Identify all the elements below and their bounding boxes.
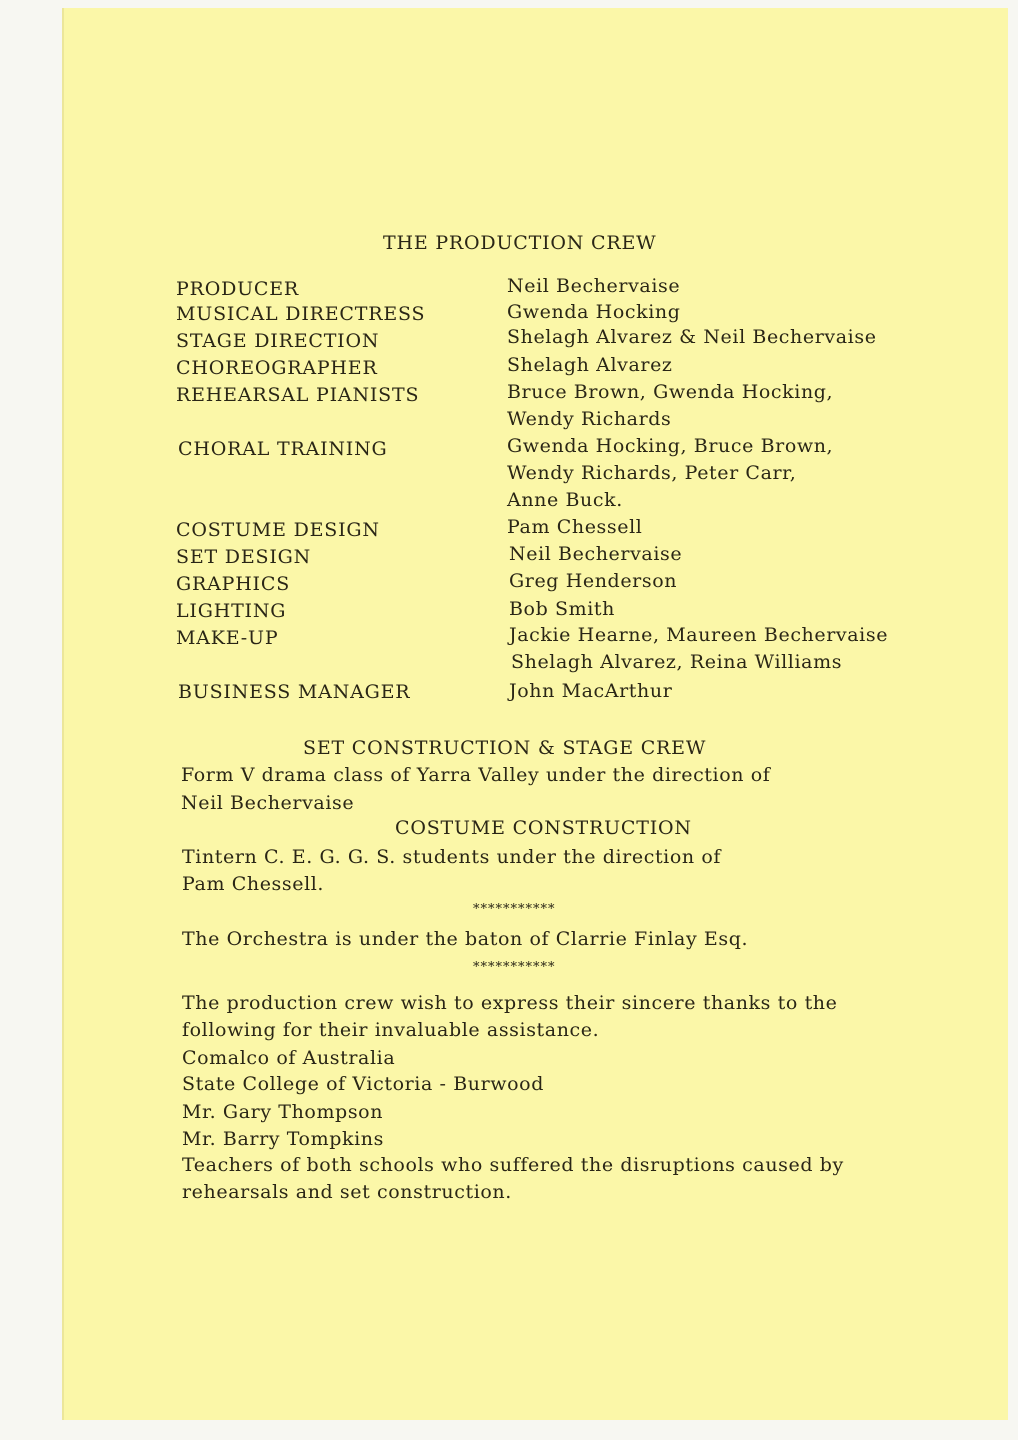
name-producer: Neil Bechervaise (507, 275, 681, 297)
role-business-manager: BUSINESS MANAGER (178, 681, 411, 703)
thanks-line-1: The production crew wish to express their sincere thanks to the (182, 992, 838, 1014)
name-costume-design: Pam Chessell (507, 516, 643, 538)
role-stage-direction: STAGE DIRECTION (176, 330, 380, 352)
separator-2: *********** (473, 960, 556, 975)
name-choreographer: Shelagh Alvarez (507, 354, 673, 376)
programme-page (62, 8, 1008, 1420)
thanks-teachers-line-1: Teachers of both schools who suffered the disruptions caused by (182, 1154, 844, 1176)
role-choral-training: CHORAL TRAINING (178, 438, 388, 460)
thanks-comalco: Comalco of Australia (182, 1047, 396, 1069)
name-graphics: Greg Henderson (509, 570, 678, 592)
role-producer: PRODUCER (176, 278, 300, 300)
role-rehearsal-pianists: REHEARSAL PIANISTS (176, 384, 420, 406)
name-rehearsal-pianists-1: Bruce Brown, Gwenda Hocking, (507, 381, 834, 403)
name-choral-training-2: Wendy Richards, Peter Carr, (507, 462, 797, 484)
thanks-gary-thompson: Mr. Gary Thompson (182, 1101, 384, 1123)
thanks-teachers-line-2: rehearsals and set construction. (182, 1181, 512, 1203)
role-musical-directress: MUSICAL DIRECTRESS (176, 303, 426, 325)
costume-construction-heading: COSTUME CONSTRUCTION (395, 817, 692, 839)
role-set-design: SET DESIGN (176, 546, 312, 568)
orchestra-line: The Orchestra is under the baton of Clarrie Finlay Esq. (182, 928, 749, 950)
set-construction-line-1: Form V drama class of Yarra Valley under the direction of (181, 764, 771, 786)
thanks-barry-tompkins: Mr. Barry Tompkins (182, 1128, 384, 1150)
role-lighting: LIGHTING (176, 600, 287, 622)
name-rehearsal-pianists-2: Wendy Richards (507, 408, 672, 430)
costume-construction-line-2: Pam Chessell. (182, 873, 325, 895)
name-lighting: Bob Smith (509, 598, 615, 620)
separator-1: *********** (473, 902, 556, 917)
name-choral-training-1: Gwenda Hocking, Bruce Brown, (507, 435, 834, 457)
set-construction-line-2: Neil Bechervaise (181, 792, 355, 814)
set-construction-heading: SET CONSTRUCTION & STAGE CREW (303, 737, 707, 759)
name-stage-direction: Shelagh Alvarez & Neil Bechervaise (507, 326, 877, 348)
name-choral-training-3: Anne Buck. (507, 489, 623, 511)
name-make-up-2: Shelagh Alvarez, Reina Williams (511, 651, 843, 673)
name-set-design: Neil Bechervaise (509, 543, 683, 565)
name-business-manager: John MacArthur (509, 680, 673, 702)
role-costume-design: COSTUME DESIGN (176, 519, 380, 541)
thanks-state-college: State College of Victoria - Burwood (182, 1073, 544, 1095)
role-make-up: MAKE-UP (176, 627, 279, 649)
page-title: THE PRODUCTION CREW (383, 232, 657, 254)
role-choreographer: CHOREOGRAPHER (176, 357, 378, 379)
thanks-line-2: following for their invaluable assistance. (182, 1019, 600, 1041)
costume-construction-line-1: Tintern C. E. G. G. S. students under the direction of (182, 846, 722, 868)
name-musical-directress: Gwenda Hocking (507, 301, 681, 323)
role-graphics: GRAPHICS (176, 573, 291, 595)
name-make-up-1: Jackie Hearne, Maureen Bechervaise (509, 624, 889, 646)
